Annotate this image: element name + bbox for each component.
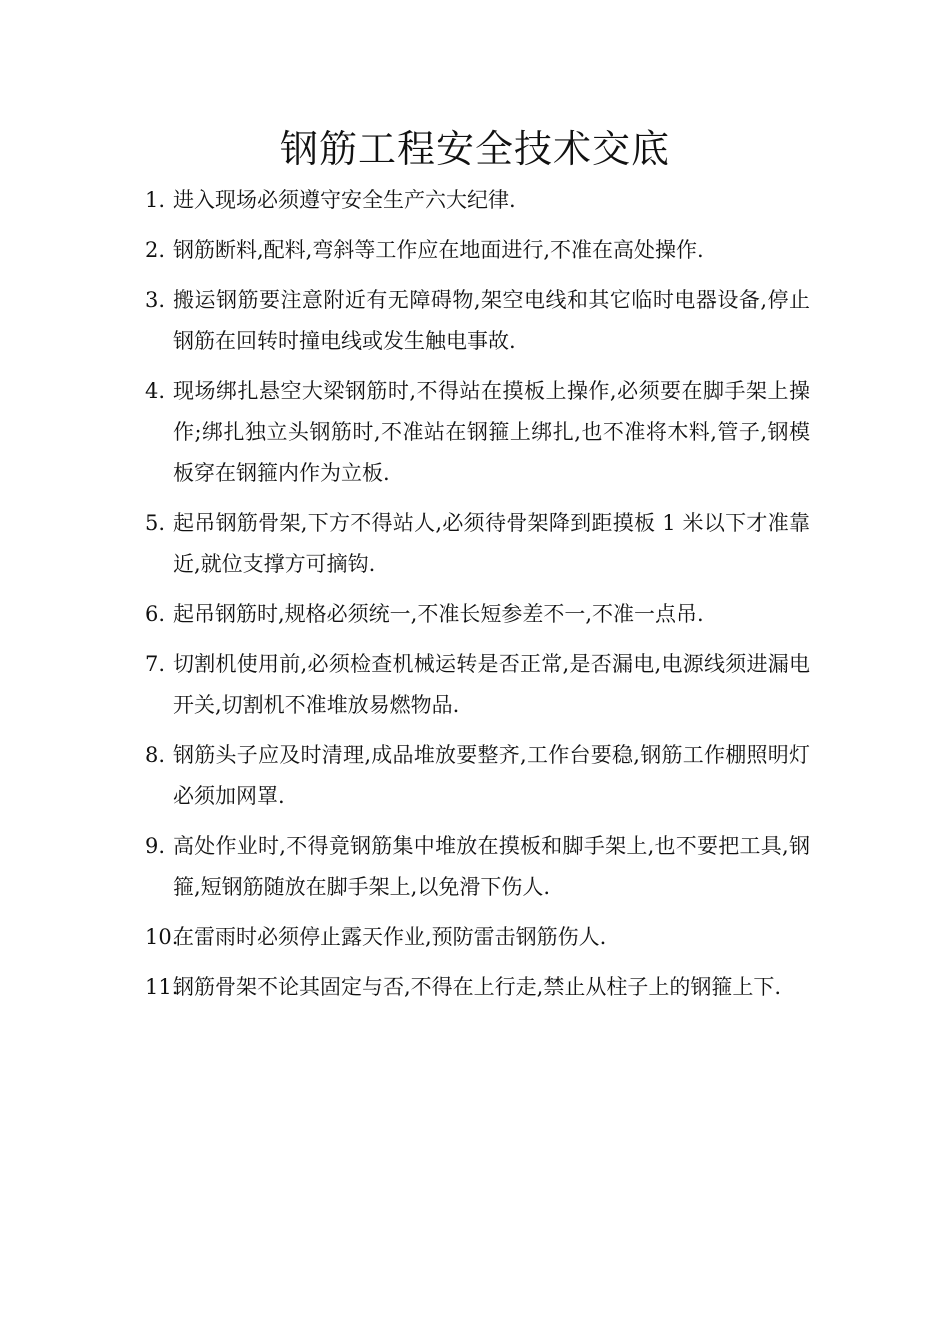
list-item (145, 371, 810, 494)
item-number: 10. (145, 925, 179, 949)
list-item (145, 917, 810, 958)
item-number: 5. (145, 511, 166, 535)
item-number: 8. (145, 743, 166, 767)
item-text: 钢筋断料,配料,弯斜等工作应在地面进行,不准在高处操作. (173, 238, 704, 262)
list-item (145, 967, 810, 1008)
item-text: 钢筋骨架不论其固定与否,不得在上行走,禁止从柱子上的钢箍上下. (173, 975, 782, 999)
item-number: 7. (145, 652, 166, 676)
item-text: 进入现场必须遵守安全生产六大纪律. (173, 188, 516, 212)
list-item (145, 826, 810, 908)
item-text: 高处作业时,不得竟钢筋集中堆放在摸板和脚手架上,也不要把工具,钢箍,短钢筋随放在脚手架上,以免滑下伤人. (173, 834, 810, 899)
item-number: 2. (145, 238, 166, 262)
item-text: 在雷雨时必须停止露天作业,预防雷击钢筋伤人. (173, 925, 607, 949)
list-item (145, 180, 810, 221)
list-item (145, 644, 810, 726)
item-text: 切割机使用前,必须检查机械运转是否正常,是否漏电,电源线须进漏电开关,切割机不准堆放易燃物品. (173, 652, 810, 717)
item-number: 1. (145, 188, 166, 212)
list-item (145, 280, 810, 362)
item-text: 现场绑扎悬空大梁钢筋时,不得站在摸板上操作,必须要在脚手架上操作;绑扎独立头钢筋时,不准站在钢箍上绑扎,也不准将木料,管子,钢模板穿在钢箍内作为立板. (173, 379, 810, 485)
item-number: 9. (145, 834, 166, 858)
list-item (145, 230, 810, 271)
item-text: 起吊钢筋时,规格必须统一,不准长短参差不一,不准一点吊. (173, 602, 704, 626)
item-text: 起吊钢筋骨架,下方不得站人,必须待骨架降到距摸板 1 米以下才准靠近,就位支撑方可摘钩. (173, 511, 810, 576)
safety-rules-list (145, 180, 810, 1017)
item-number: 11. (145, 975, 179, 999)
item-text: 搬运钢筋要注意附近有无障碍物,架空电线和其它临时电器设备,停止钢筋在回转时撞电线或发生触电事故. (173, 288, 810, 353)
list-item (145, 594, 810, 635)
item-number: 3. (145, 288, 166, 312)
item-number: 4. (145, 379, 166, 403)
item-number: 6. (145, 602, 166, 626)
item-text: 钢筋头子应及时清理,成品堆放要整齐,工作台要稳,钢筋工作棚照明灯必须加网罩. (173, 743, 810, 808)
list-item (145, 735, 810, 817)
document-title: 钢筋工程安全技术交底 (279, 127, 670, 171)
list-item (145, 503, 810, 585)
